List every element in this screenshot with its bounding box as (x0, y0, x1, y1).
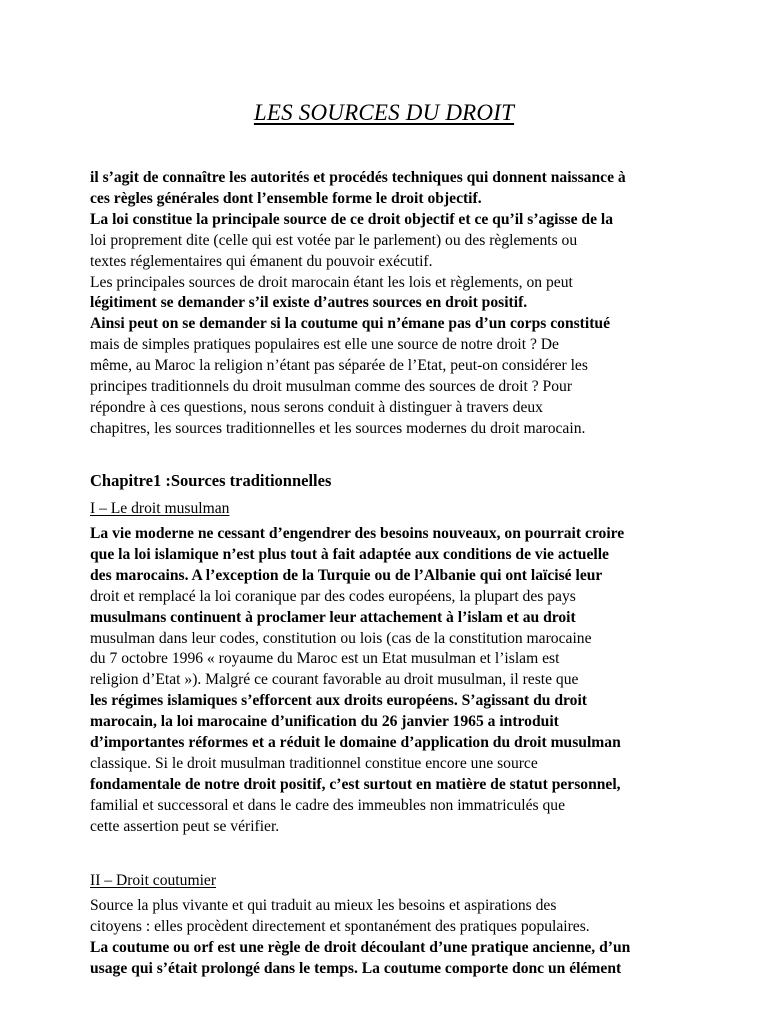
text-line: même, au Maroc la religion n’étant pas séparée de l’Etat, peut-on considérer les (90, 357, 588, 375)
text-line: La vie moderne ne cessant d’engendrer des besoins nouveaux, on pourrait croire (90, 525, 625, 542)
text-line: du 7 octobre 1996 « royaume du Maroc est un Etat musulman et l’islam est (90, 650, 560, 668)
text-line: La coutume ou orf est une règle de droit découlant d’une pratique ancienne, d’un (90, 938, 631, 956)
text-line: citoyens : elles procèdent directement et spontanément des pratiques populaires. (90, 917, 590, 935)
text-line: des marocains. A l’exception de la Turquie ou de l’Albanie qui ont laïcisé leur (90, 566, 603, 584)
text-line: les régimes islamiques s’efforcent aux droits européens. S’agissant du droit (90, 692, 587, 710)
text-line: chapitres, les sources traditionnelles et les sources modernes du droit marocain. (90, 419, 586, 437)
text-line: fondamentale de notre droit positif, c’est surtout en matière de statut personnel, (90, 775, 621, 793)
text-line: ces règles générales dont l’ensemble forme le droit objectif. (90, 189, 482, 207)
text-line: loi proprement dite (celle qui est votée par le parlement) ou des règlements ou (90, 231, 578, 249)
text-line: Les principales sources de droit marocain étant les lois et règlements, on peut (90, 273, 573, 291)
text-line: principes traditionnels du droit musulman comme des sources de droit ? Pour (90, 378, 573, 396)
text-line: musulmans continuent à proclamer leur attachement à l’islam et au droit (90, 608, 576, 626)
text-line: classique. Si le droit musulman traditionnel constitue encore une source (90, 754, 538, 772)
text-line: cette assertion peut se vérifier. (90, 817, 280, 835)
text-line: La loi constitue la principale source de ce droit objectif et ce qu’il s’agisse de la (90, 210, 614, 228)
text-line: mais de simples pratiques populaires est elle une source de notre droit ? De (90, 336, 559, 354)
section-paragraph-droit-musulman (90, 524, 684, 838)
text-line: Source la plus vivante et qui traduit au mieux les besoins et aspirations des (90, 897, 557, 914)
chapter-heading: Chapitre1 :Sources traditionnelles (90, 471, 332, 490)
text-line: il s’agit de connaître les autorités et procédés techniques qui donnent naissance à (90, 169, 626, 186)
text-line: Ainsi peut on se demander si la coutume qui n’émane pas d’un corps constitué (90, 315, 610, 333)
text-line: usage qui s’était prolongé dans le temps. La coutume comporte donc un élément (90, 959, 622, 977)
text-line: d’importantes réformes et a réduit le domaine d’application du droit musulman (90, 734, 621, 752)
document-title: LES SOURCES DU DROIT (253, 100, 515, 125)
intro-paragraph (90, 168, 684, 440)
text-line: religion d’Etat »). Malgré ce courant favorable au droit musulman, il reste que (90, 671, 579, 689)
text-line: répondre à ces questions, nous serons conduit à distinguer à travers deux (90, 398, 543, 416)
text-line: marocain, la loi marocaine d’unification du 26 janvier 1965 a introduit (90, 713, 559, 731)
text-line: textes réglementaires qui émanent du pouvoir exécutif. (90, 252, 433, 270)
text-line: que la loi islamique n’est plus tout à fait adaptée aux conditions de vie actuelle (90, 545, 609, 563)
section-heading-droit-musulman: I – Le droit musulman (90, 500, 230, 517)
text-line: familial et successoral et dans le cadre des immeubles non immatriculés que (90, 796, 566, 814)
text-line: légitiment se demander s’il existe d’autres sources en droit positif. (90, 294, 528, 312)
text-line: droit et remplacé la loi coranique par des codes européens, la plupart des pays (90, 587, 576, 605)
section-heading-droit-coutumier: II – Droit coutumier (90, 872, 217, 889)
section-paragraph-droit-coutumier (90, 896, 684, 980)
text-line: musulman dans leur codes, constitution ou lois (cas de la constitution marocaine (90, 629, 592, 647)
